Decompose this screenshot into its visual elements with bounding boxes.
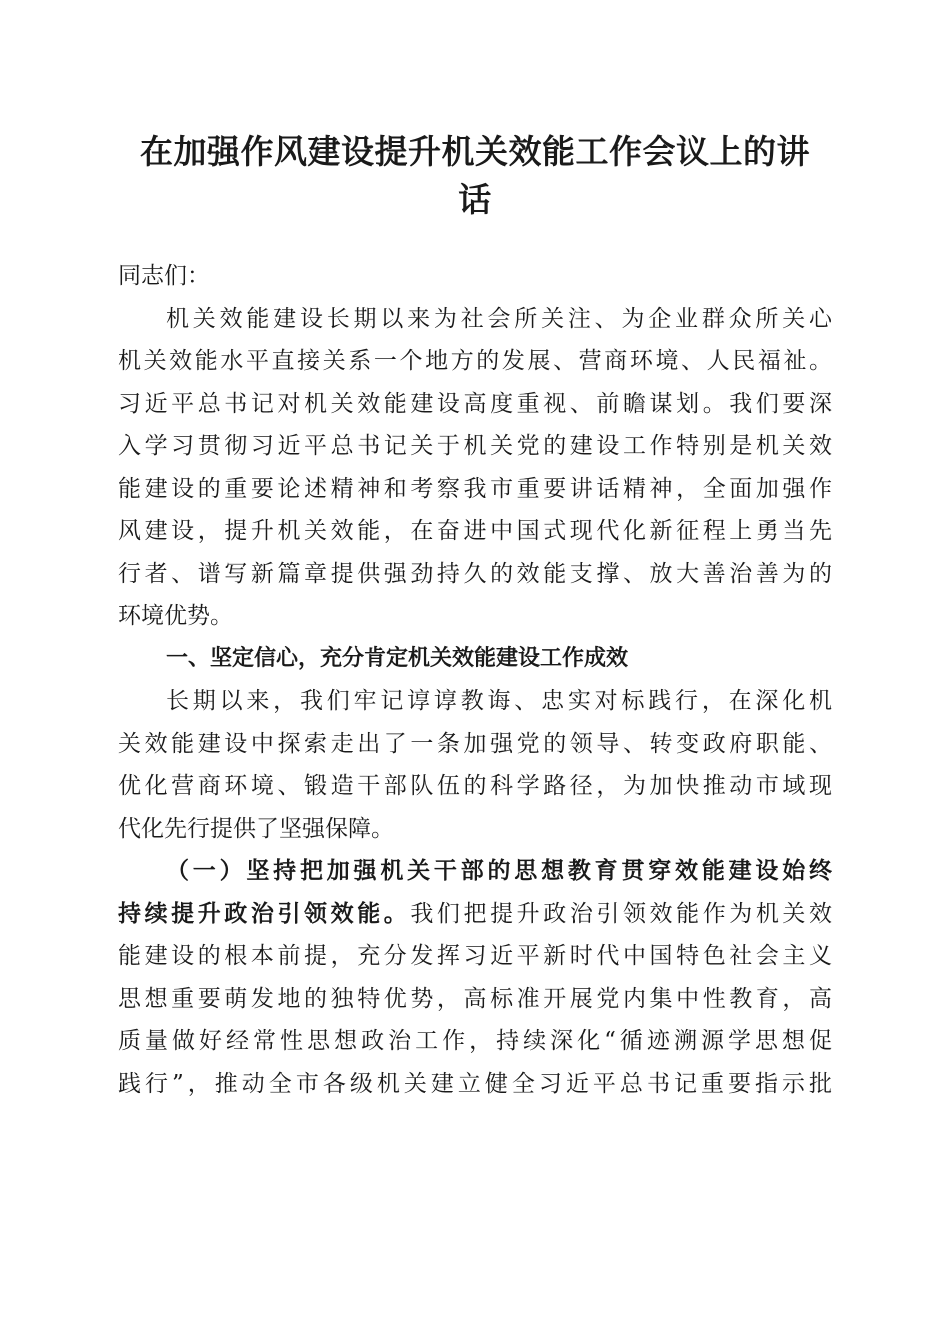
paragraph-line: 风建设，提升机关效能，在奋进中国式现代化新征程上勇当先: [118, 518, 832, 544]
paragraph-line: 质量做好经常性思想政治工作，持续深化“循迹溯源学思想促: [118, 1028, 832, 1054]
paragraph-line: 环境优势。: [118, 603, 233, 629]
paragraph-line: 机关效能水平直接关系一个地方的发展、营商环境、人民福祉。: [118, 348, 832, 374]
document-title: [118, 128, 832, 224]
paragraph-line: 能建设的重要论述精神和考察我市重要讲话精神，全面加强作: [118, 475, 832, 502]
title-line-1: 在加强作风建设提升机关效能工作会议上的讲: [140, 132, 810, 171]
section-heading: 一、坚定信心，充分肯定机关效能建设工作成效: [166, 645, 629, 671]
paragraph-line: 习近平总书记对机关效能建设高度重视、前瞻谋划。我们要深: [118, 390, 832, 417]
paragraph-line: 思想重要萌发地的独特优势，高标准开展党内集中性教育，高: [118, 985, 832, 1012]
paragraph-line: 长期以来，我们牢记谆谆教诲、忠实对标践行，在深化机: [166, 688, 832, 714]
paragraph-line: [118, 893, 832, 936]
subsection-heading-end: 持续提升政治引领效能。: [118, 899, 411, 927]
paragraph-line: 践行”，推动全市各级机关建立健全习近平总书记重要指示批: [118, 1070, 832, 1097]
paragraph-line: 关效能建设中探索走出了一条加强党的领导、转变政府职能、: [118, 730, 832, 757]
subsection-heading: （一）坚持把加强机关干部的思想教育贯穿效能建设始终: [166, 857, 832, 884]
paragraph-line: 机关效能建设长期以来为社会所关注、为企业群众所关心: [166, 305, 832, 332]
document-body: [118, 255, 832, 1105]
paragraph-line: 能建设的根本前提，充分发挥习近平新时代中国特色社会主义: [118, 943, 832, 969]
paragraph-text: 我们把提升政治引领效能作为机关效: [410, 900, 832, 927]
paragraph-line: 行者、谱写新篇章提供强劲持久的效能支撑、放大善治善为的: [118, 560, 832, 587]
salutation: 同志们：: [118, 263, 210, 289]
paragraph-line: 优化营商环境、锻造干部队伍的科学路径，为加快推动市域现: [118, 773, 832, 799]
title-line-2: 话: [458, 180, 492, 219]
paragraph-line: 代化先行提供了坚强保障。: [118, 815, 394, 842]
paragraph-line: 入学习贯彻习近平总书记关于机关党的建设工作特别是机关效: [118, 433, 832, 459]
